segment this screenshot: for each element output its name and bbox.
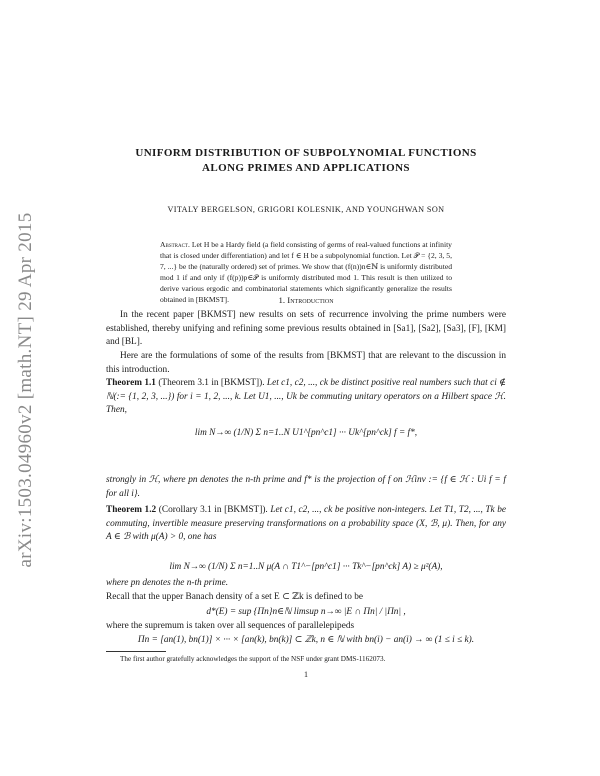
- theorem-1-1-after: strongly in ℋ, where pn denotes the n-th prime and f* is the projection of f on ℋinv := {f ∈ ℋ : Ui f = f for all i}.: [106, 475, 506, 499]
- theorem-1-2-label: Theorem 1.2: [106, 505, 157, 515]
- footnote: The first author gratefully acknowledges the support of the NSF under grant DMS-1162073.: [120, 655, 386, 663]
- theorem-1-2-equation: lim N→∞ (1/N) Σ n=1..N μ(A ∩ T1^−[pn^c1] ··· Tk^−[pn^ck] A) ≥ μ²(A),: [169, 562, 443, 572]
- page-number: 1: [304, 670, 308, 679]
- theorem-1-1-label: Theorem 1.1: [106, 378, 156, 388]
- intro-paragraph-1: In the recent paper [BKMST] new results on sets of recurrence involving the prime numbers were established, thereby unifying and refining some previous results obtained in [Sa1], [Sa2], [Sa3], [F], [KM] and [BL].: [106, 310, 506, 348]
- author-list: VITALY BERGELSON, GRIGORI KOLESNIK, AND YOUNGHWAN SON: [167, 205, 445, 214]
- theorem-1-2-after: where pn denotes the n-th prime.: [106, 578, 229, 588]
- theorem-1-1-text: Let c1, c2, ..., ck be distinct positive real numbers such that ci ∉ ℕ(:= {1, 2, 3, ...}) for i = 1, 2, ..., k. Let U1, ..., Uk be commuting unitary operators on a Hilbert space ℋ. Then,: [106, 378, 507, 416]
- theorem-1-1-equation: lim N→∞ (1/N) Σ n=1..N U1^[pn^c1] ··· Uk^[pn^ck] f = f*,: [194, 428, 418, 438]
- theorem-1-1: [106, 377, 506, 418]
- banach-equation: d*(E) = sup {Πn}n∈ℕ limsup n→∞ |E ∩ Πn| / |Πn| ,: [206, 607, 406, 617]
- title-line-2: ALONG PRIMES AND APPLICATIONS: [202, 162, 410, 174]
- parallelepiped-equation: Πn = [an(1), bn(1)] × ··· × [an(k), bn(k)] ⊂ ℤk, n ∈ ℕ with bn(i) − an(i) → ∞ (1 ≤ i ≤ k).: [137, 635, 475, 645]
- abstract-label: Abstract.: [160, 240, 190, 249]
- banach-intro: Recall that the upper Banach density of a set E ⊂ ℤk is defined to be: [106, 592, 363, 602]
- banach-after: where the supremum is taken over all sequences of parallelepipeds: [106, 621, 355, 631]
- abstract-text: Let H be a Hardy field (a field consisting of germs of real-valued functions at infinity that is closed under differentiation) and let f ∈ H be a subpolynomial function. Let 𝒫 = {2, 3, 5, 7, ...} be the (naturally ordered) set of primes. We show that (f(n))n∈ℕ is uniformly distributed mod 1 if and only if (f(p))p∈𝒫 is uniformly distributed mod 1. This result is then utilized to derive various ergodic and combinatorial statements which significantly generalize the results obtained in [BKMST].: [160, 240, 452, 304]
- section-heading: 1. Introduction: [278, 295, 334, 305]
- footnote-rule: [106, 651, 166, 652]
- arxiv-stamp: [6, 160, 46, 620]
- theorem-1-1-ref: (Theorem 3.1 in [BKMST]).: [158, 378, 265, 388]
- theorem-1-2-text: Let c1, c2, ..., ck be positive non-integers. Let T1, T2, ..., Tk be commuting, invertible measure preserving transformations on a probability space (X, ℬ, μ). Then, for any A ∈ ℬ with μ(A) > 0, one has: [106, 505, 507, 543]
- arxiv-stamp-text: arXiv:1503.04960v2 [math.NT] 29 Apr 2015: [15, 212, 36, 568]
- title-line-1: UNIFORM DISTRIBUTION OF SUBPOLYNOMIAL FUNCTIONS: [135, 147, 477, 159]
- intro-paragraph-2: Here are the formulations of some of the results from [BKMST] that are relevant to the discussion in this introduction.: [106, 351, 506, 375]
- theorem-1-2-ref: (Corollary 3.1 in [BKMST]).: [158, 505, 268, 515]
- paper-title: [106, 146, 506, 176]
- theorem-1-2: [106, 504, 506, 545]
